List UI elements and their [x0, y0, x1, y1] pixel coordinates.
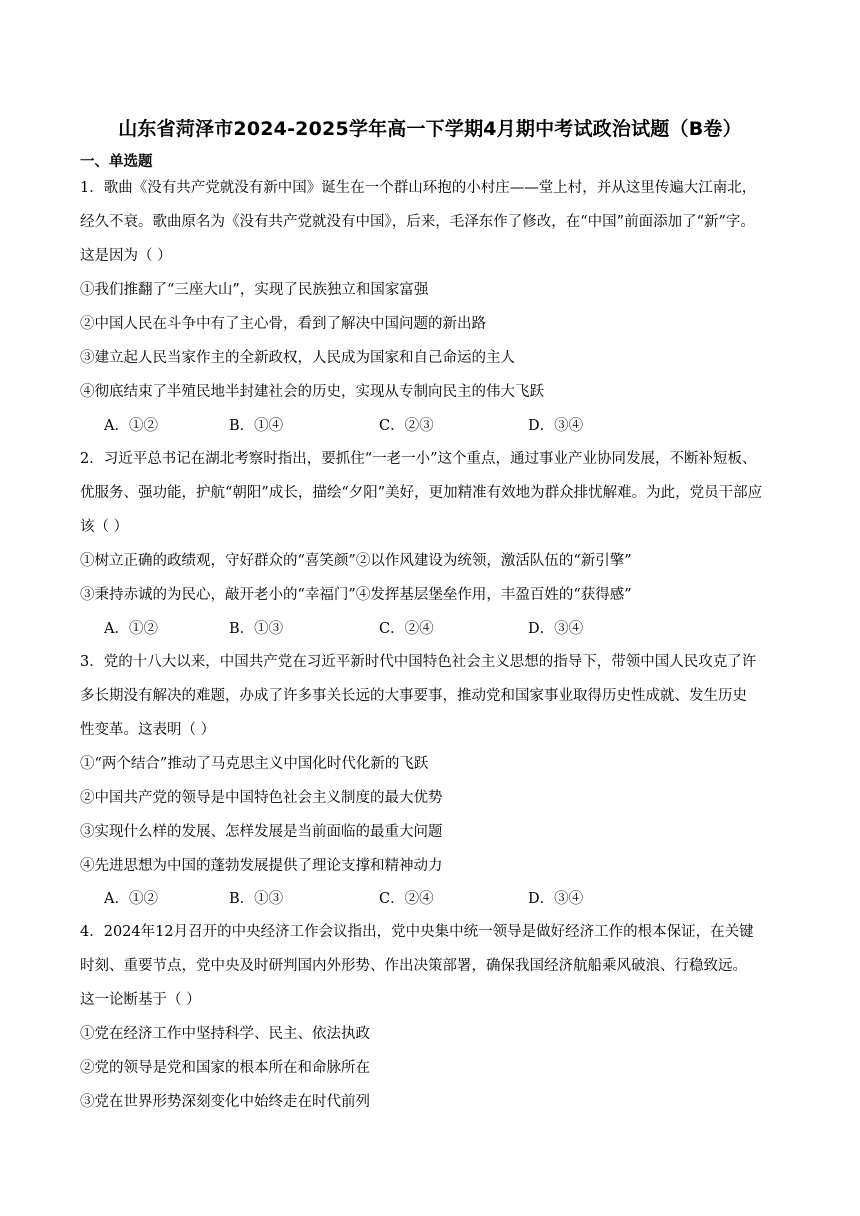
question-stem-line: 经久不衰。歌曲原名为《没有共产党就没有中国》，后来，毛泽东作了修改，在“中国”前面添加了“新”字。 — [80, 214, 755, 230]
statement-2: ②党的领导是党和国家的根本所在和命脉所在 — [80, 1060, 370, 1076]
question-stem-line: 1．歌曲《没有共产党就没有新中国》诞生在一个群山环抱的小村庄——堂上村，并从这里传遍大江南北， — [80, 180, 757, 196]
statement-1: ①党在经济工作中坚持科学、民主、依法执政 — [80, 1026, 370, 1042]
question-stem-line: 3．党的十八大以来，中国共产党在习近平新时代中国特色社会主义思想的指导下，带领中国人民攻克了许 — [80, 654, 757, 670]
question-stem-line: 2．习近平总书记在湖北考察时指出，要抓住“一老一小”这个重点，通过事业产业协同发展，不断补短板、 — [80, 451, 757, 467]
statement-3: ③建立起人民当家作主的全新政权，人民成为国家和自己命运的主人 — [80, 350, 515, 366]
statement-1-2: ①树立正确的政绩观，守好群众的“喜笑颜”②以作风建设为统领，激活队伍的“新引擎” — [80, 553, 632, 569]
option-d[interactable]: D．③④ — [528, 418, 584, 434]
page-title: 山东省菏泽市2024-2025学年高一下学期4月期中考试政治试题（B卷） — [118, 118, 742, 140]
statement-1: ①“两个结合”推动了马克思主义中国化时代化新的飞跃 — [80, 756, 429, 772]
statement-3-4: ③秉持赤诚的为民心，敲开老小的“幸福门”④发挥基层堡垒作用，丰盈百姓的“获得感” — [80, 587, 632, 603]
option-a[interactable]: A．①② — [104, 621, 158, 637]
statement-3: ③实现什么样的发展、怎样发展是当前面临的最重大问题 — [80, 824, 443, 840]
option-c[interactable]: C．②④ — [379, 621, 434, 637]
statement-2: ②中国人民在斗争中有了主心骨，看到了解决中国问题的新出路 — [80, 316, 486, 332]
question-stem-line: 这一论断基于（ ） — [80, 992, 201, 1008]
option-b[interactable]: B．①③ — [229, 621, 284, 637]
statement-4: ④先进思想为中国的蓬勃发展提供了理论支撑和精神动力 — [80, 858, 443, 874]
section-heading: 一、单选题 — [80, 154, 153, 170]
statement-2: ②中国共产党的领导是中国特色社会主义制度的最大优势 — [80, 790, 443, 806]
option-b[interactable]: B．①③ — [229, 891, 284, 907]
option-c[interactable]: C．②④ — [379, 891, 434, 907]
question-stem-line: 优服务、强功能，护航“朝阳”成长，描绘“夕阳”美好，更加精准有效地为群众排忧解难。为此，党员干部应 — [80, 485, 763, 501]
statement-4: ④彻底结束了半殖民地半封建社会的历史，实现从专制向民主的伟大飞跃 — [80, 384, 544, 400]
question-stem-line: 该（ ） — [80, 519, 129, 535]
question-stem-line: 时刻、重要节点，党中央及时研判国内外形势、作出决策部署，确保我国经济航船乘风破浪、行稳致远。 — [80, 958, 747, 974]
option-a[interactable]: A．①② — [104, 891, 158, 907]
option-d[interactable]: D．③④ — [528, 891, 584, 907]
option-c[interactable]: C．②③ — [379, 418, 434, 434]
question-stem-line: 性变革。这表明（ ） — [80, 722, 216, 738]
question-stem-line: 多长期没有解决的难题，办成了许多事关长远的大事要事，推动党和国家事业取得历史性成就、发生历史 — [80, 688, 747, 704]
option-b[interactable]: B．①④ — [229, 418, 284, 434]
question-stem-line: 这是因为（ ） — [80, 248, 172, 264]
option-d[interactable]: D．③④ — [528, 621, 584, 637]
statement-3: ③党在世界形势深刻变化中始终走在时代前列 — [80, 1094, 370, 1110]
question-stem-line: 4．2024年12月召开的中央经济工作会议指出，党中央集中统一领导是做好经济工作的根本保证，在关键 — [80, 924, 754, 940]
statement-1: ①我们推翻了“三座大山”，实现了民族独立和国家富强 — [80, 282, 429, 298]
option-a[interactable]: A．①② — [104, 418, 158, 434]
